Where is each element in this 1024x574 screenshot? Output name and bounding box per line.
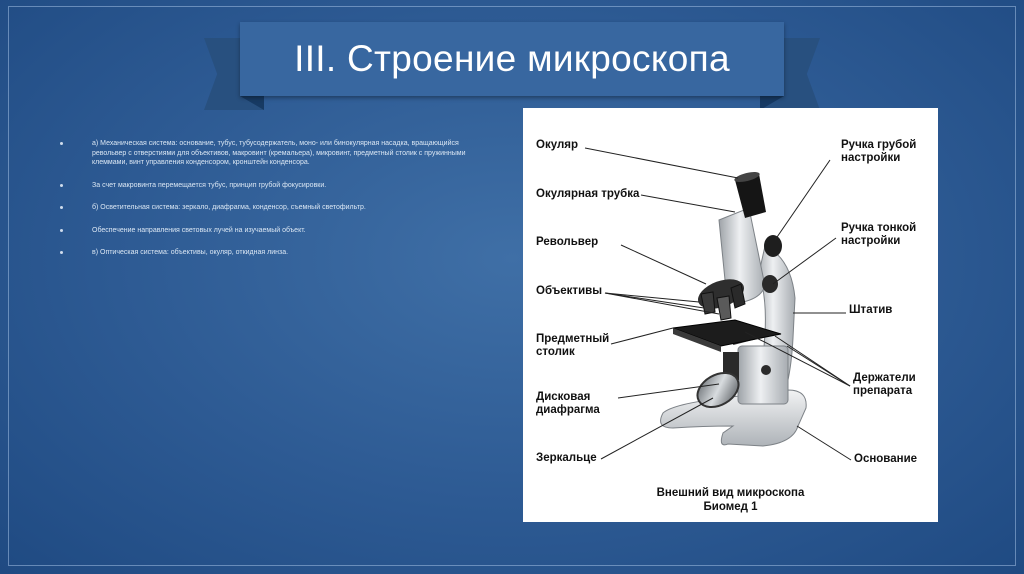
- bullet-text: а) Механическая система: основание, тубус, тубусодержатель, моно- или бинокулярная насадка, вращающийся револьвер с отверстиями для объективов, макровинт (кремальера), микровинт, предметный столик с пружинными клеммами, винт управления конденсором, кронштейн конденсора.: [92, 140, 466, 166]
- bullet-item: [60, 248, 490, 258]
- label-holders: Держатели препарата: [853, 372, 916, 397]
- pillar-knob-icon: [761, 365, 771, 375]
- bullet-text: в) Оптическая система: объективы, окуляр, откидная линза.: [92, 249, 289, 256]
- microscope-figure: [523, 108, 938, 522]
- leader-base: [797, 426, 851, 460]
- title-ribbon: [240, 22, 784, 96]
- microscope-pillar: [738, 346, 788, 404]
- label-stand: Штатив: [849, 304, 893, 316]
- label-coarse-knob: Ручка грубой настройки: [841, 139, 917, 164]
- label-stage: Предметный столик: [536, 333, 610, 358]
- label-objectives: Объективы: [536, 285, 603, 297]
- leader-revolver: [621, 245, 706, 284]
- label-mirror: Зеркальце: [536, 452, 597, 464]
- leader-coarse: [775, 160, 830, 240]
- bullet-item: [60, 139, 490, 168]
- bullet-dot-icon: [60, 206, 63, 209]
- label-base: Основание: [854, 453, 918, 465]
- label-diaphragm: Дисковая диафрагма: [536, 391, 600, 416]
- bullet-list: [60, 139, 490, 271]
- objective-2: [717, 296, 731, 320]
- bullet-dot-icon: [60, 251, 63, 254]
- leader-holder-3: [787, 346, 850, 386]
- label-revolver: Револьвер: [536, 236, 599, 248]
- bullet-text: Обеспечение направления световых лучей на изучаемый объект.: [92, 226, 306, 234]
- leader-stage: [611, 328, 673, 344]
- label-eyepiece-tube: Окулярная трубка: [536, 188, 640, 200]
- leader-tube: [641, 195, 735, 212]
- coarse-focus-knob: [764, 235, 782, 257]
- bullet-dot-icon: [60, 142, 63, 145]
- slide-title: III. Строение микроскопа: [294, 38, 730, 79]
- leader-okular: [585, 148, 738, 178]
- bullet-item: [60, 181, 490, 191]
- bullet-item: [60, 203, 490, 213]
- bullet-dot-icon: [60, 184, 63, 187]
- bullet-text: За счет макровинта перемещается тубус, принцип грубой фокусировки.: [92, 181, 327, 189]
- fine-focus-knob: [762, 275, 778, 293]
- bullet-dot-icon: [60, 229, 63, 232]
- figure-caption: Внешний вид микроскопа Биомед 1: [656, 487, 805, 513]
- label-fine-knob: Ручка тонкой настройки: [841, 222, 917, 247]
- bullet-text: б) Осветительная система: зеркало, диафрагма, конденсор, съемный светофильтр.: [92, 204, 366, 211]
- leader-obj-3: [605, 293, 699, 302]
- label-okular: Окуляр: [536, 139, 578, 151]
- bullet-item: [60, 226, 490, 236]
- leader-mirror: [601, 398, 713, 459]
